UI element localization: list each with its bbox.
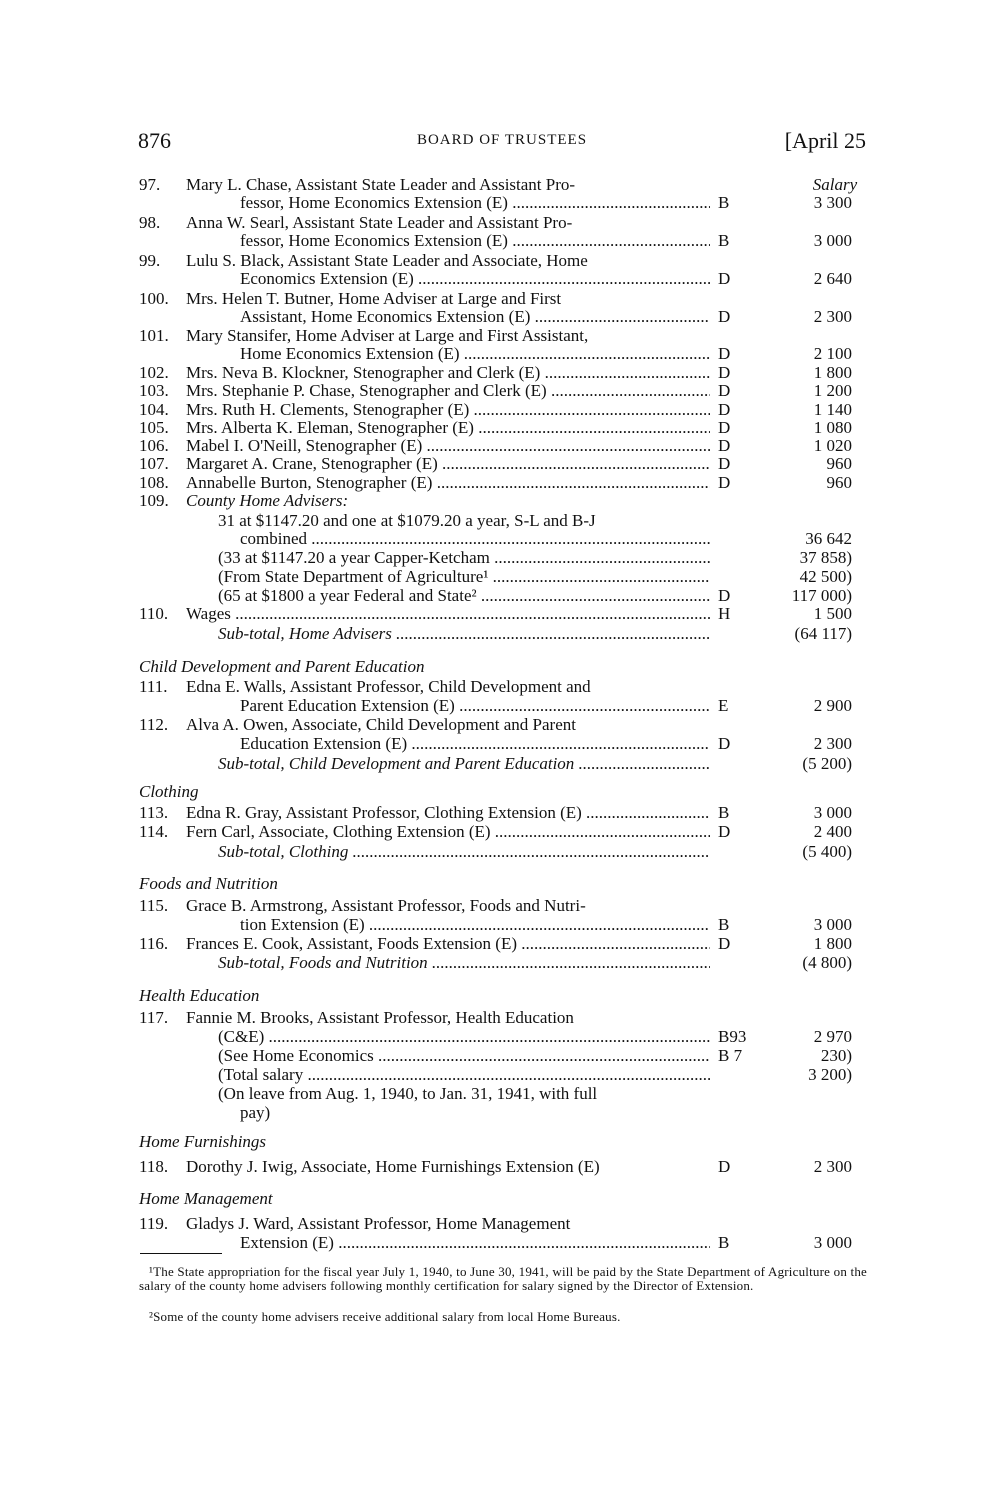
entry-text: Fern Carl, Associate, Clothing Extension (E) ..... <box>186 823 710 841</box>
salary-amount: 2 640 <box>813 269 852 288</box>
fund-code: D <box>718 436 731 455</box>
salary-amount: 960 <box>826 454 852 473</box>
salary-amount: 2 300 <box>813 307 852 326</box>
entry-text: Mrs. Helen T. Butner, Home Adviser at Large and First <box>186 290 562 308</box>
fund-code: H <box>718 604 731 623</box>
salary-amount: 960 <box>826 473 852 492</box>
entry-text: Mary Stansifer, Home Adviser at Large and First Assistant, <box>186 327 589 345</box>
fund-code: B <box>718 1233 730 1252</box>
entry-text: Wages ..... <box>186 605 710 623</box>
salary-amount: 1 200 <box>813 381 852 400</box>
subtotal-amount: (64 117) <box>794 624 852 643</box>
subtotal-label: Sub-total, Clothing ..... <box>218 843 710 861</box>
entry-text: (C&E) ..... <box>218 1028 710 1046</box>
fund-code: D <box>718 473 731 492</box>
section-heading: Foods and Nutrition <box>139 874 278 893</box>
salary-amount: 3 300 <box>813 193 852 212</box>
salary-amount: 37 858) <box>799 548 852 567</box>
fund-code: D <box>718 586 731 605</box>
entry-text: fessor, Home Economics Extension (E) ..... <box>240 232 710 250</box>
subtotal-amount: (4 800) <box>802 953 852 972</box>
salary-amount: 36 642 <box>805 529 852 548</box>
footnote-rule <box>140 1253 222 1254</box>
item-number: 99. <box>139 251 161 270</box>
salary-amount: 3 000 <box>813 803 852 822</box>
item-number: 119. <box>139 1214 169 1233</box>
entry-text: Margaret A. Crane, Stenographer (E) ..... <box>186 455 710 473</box>
item-number: 108. <box>139 473 169 492</box>
subtotal-label: Sub-total, Child Development and Parent Education ..... <box>218 755 710 773</box>
fund-code: B <box>718 231 730 250</box>
fund-code: D <box>718 734 731 753</box>
subtotal-label: Sub-total, Foods and Nutrition ..... <box>218 954 710 972</box>
page-header <box>138 128 866 158</box>
entry-text: pay) <box>240 1104 271 1122</box>
entry-text: Lulu S. Black, Assistant State Leader and Associate, Home <box>186 252 588 270</box>
salary-amount: 3 000 <box>813 231 852 250</box>
item-number: 114. <box>139 822 169 841</box>
section-heading: Health Education <box>139 986 260 1005</box>
salary-amount: 1 020 <box>813 436 852 455</box>
subtotal-amount: (5 200) <box>802 754 852 773</box>
entry-text: (33 at $1147.20 a year Capper-Ketcham ..... <box>218 549 710 567</box>
section-heading: Clothing <box>139 782 199 801</box>
entry-text: (From State Department of Agriculture¹ ..... <box>218 568 710 586</box>
item-number: 102. <box>139 363 169 382</box>
item-number: 109. <box>139 491 169 510</box>
entry-text: Frances E. Cook, Assistant, Foods Extension (E) ..... <box>186 935 710 953</box>
entry-text: Mary L. Chase, Assistant State Leader and Assistant Pro- <box>186 176 576 194</box>
item-number: 118. <box>139 1157 169 1176</box>
fund-code: B 7 <box>718 1046 743 1065</box>
salary-amount: 2 900 <box>813 696 852 715</box>
entry-text: Mrs. Stephanie P. Chase, Stenographer and Clerk (E) ..... <box>186 382 710 400</box>
item-number: 111. <box>139 677 168 696</box>
entry-text: Fannie M. Brooks, Assistant Professor, Health Education <box>186 1009 574 1027</box>
entry-text: Home Economics Extension (E) ..... <box>240 345 710 363</box>
entry-text: Dorothy J. Iwig, Associate, Home Furnishings Extension (E) <box>186 1158 600 1176</box>
fund-code: B <box>718 193 730 212</box>
entry-text: (Total salary ..... <box>218 1066 710 1084</box>
salary-amount: 2 300 <box>813 1157 852 1176</box>
subtotal-label: Sub-total, Home Advisers ..... <box>218 625 710 643</box>
salary-amount: 3 000 <box>813 915 852 934</box>
entry-text: (65 at $1800 a year Federal and State² ..... <box>218 587 710 605</box>
salary-column-heading: Salary <box>812 175 858 194</box>
fund-code: D <box>718 363 731 382</box>
salary-amount: 117 000) <box>791 586 852 605</box>
salary-amount: 42 500) <box>799 567 852 586</box>
section-heading: Home Furnishings <box>139 1132 267 1151</box>
fund-code: D <box>718 344 731 363</box>
fund-code: D <box>718 307 731 326</box>
entry-text: Anna W. Searl, Assistant State Leader and Assistant Pro- <box>186 214 573 232</box>
entry-text: Mabel I. O'Neill, Stenographer (E) ..... <box>186 437 710 455</box>
item-number: 116. <box>139 934 169 953</box>
item-number: 112. <box>139 715 169 734</box>
entry-text: Edna E. Walls, Assistant Professor, Child Development and <box>186 678 591 696</box>
entry-text: (See Home Economics ..... <box>218 1047 710 1065</box>
entry-text: Mrs. Ruth H. Clements, Stenographer (E) ..... <box>186 401 710 419</box>
salary-amount: 1 500 <box>813 604 852 623</box>
entry-text: 31 at $1147.20 and one at $1079.20 a year, S-L and B-J <box>218 512 596 530</box>
item-number: 106. <box>139 436 169 455</box>
entry-text: Assistant, Home Economics Extension (E) ..... <box>240 308 710 326</box>
entry-text: Alva A. Owen, Associate, Child Development and Parent <box>186 716 576 734</box>
fund-code: D <box>718 934 731 953</box>
item-number: 115. <box>139 896 169 915</box>
item-number: 98. <box>139 213 161 232</box>
section-heading: Home Management <box>139 1189 273 1208</box>
entry-text: County Home Advisers: <box>186 492 349 510</box>
page-number: 876 <box>138 128 171 153</box>
item-number: 104. <box>139 400 169 419</box>
item-number: 103. <box>139 381 169 400</box>
salary-amount: 2 100 <box>813 344 852 363</box>
salary-amount: 1 800 <box>813 934 852 953</box>
entry-text: (On leave from Aug. 1, 1940, to Jan. 31, 1941, with full <box>218 1085 598 1103</box>
entry-text: Mrs. Neva B. Klockner, Stenographer and Clerk (E) ..... <box>186 364 710 382</box>
item-number: 100. <box>139 289 169 308</box>
subtotal-amount: (5 400) <box>802 842 852 861</box>
entry-text: Mrs. Alberta K. Eleman, Stenographer (E) ..... <box>186 419 710 437</box>
running-title: BOARD OF TRUSTEES <box>416 132 588 148</box>
item-number: 113. <box>139 803 169 822</box>
item-number: 101. <box>139 326 169 345</box>
entry-text: Education Extension (E) ..... <box>240 735 710 753</box>
fund-code: D <box>718 381 731 400</box>
fund-code: D <box>718 269 731 288</box>
section-heading: Child Development and Parent Education <box>139 657 425 676</box>
footnote-2: ²Some of the county home advisers receive additional salary from local Home Bureaus. <box>149 1309 621 1324</box>
entry-text: Annabelle Burton, Stenographer (E) ..... <box>186 474 710 492</box>
entry-text: Grace B. Armstrong, Assistant Professor, Foods and Nutri- <box>186 897 586 915</box>
salary-amount: 3 200) <box>808 1065 852 1084</box>
fund-code: D <box>718 418 731 437</box>
fund-code: D <box>718 1157 731 1176</box>
item-number: 110. <box>139 604 169 623</box>
item-number: 107. <box>139 454 169 473</box>
running-date: [April 25 <box>784 128 866 153</box>
fund-code: B <box>718 915 730 934</box>
entry-text: Parent Education Extension (E) ..... <box>240 697 710 715</box>
salary-amount: 1 080 <box>813 418 852 437</box>
salary-amount: 2 300 <box>813 734 852 753</box>
salary-amount: 1 140 <box>813 400 852 419</box>
entry-text: Edna R. Gray, Assistant Professor, Clothing Extension (E) ..... <box>186 804 710 822</box>
fund-code: E <box>718 696 729 715</box>
entry-text: Economics Extension (E) ..... <box>240 270 710 288</box>
entry-text: combined ..... <box>240 530 710 548</box>
entry-text: tion Extension (E) ..... <box>240 916 710 934</box>
salary-amount: 3 000 <box>813 1233 852 1252</box>
salary-amount: 2 970 <box>813 1027 852 1046</box>
salary-amount: 230) <box>820 1046 852 1065</box>
entry-text: Extension (E) ..... <box>240 1234 710 1252</box>
fund-code: D <box>718 400 731 419</box>
fund-code: B <box>718 803 730 822</box>
fund-code: D <box>718 822 731 841</box>
entry-text: Gladys J. Ward, Assistant Professor, Home Management <box>186 1215 571 1233</box>
fund-code: B93 <box>718 1027 747 1046</box>
footnote-1: ¹The State appropriation for the fiscal year July 1, 1940, to June 30, 1941, will be paid by the State Department of Agriculture on the salary of the county home advisers following monthly certification for salary signed by the Director of Extension. <box>139 1264 867 1293</box>
item-number: 97. <box>139 175 161 194</box>
item-number: 105. <box>139 418 169 437</box>
entry-text: fessor, Home Economics Extension (E) ..... <box>240 194 710 212</box>
salary-amount: 1 800 <box>813 363 852 382</box>
salary-amount: 2 400 <box>813 822 852 841</box>
item-number: 117. <box>139 1008 169 1027</box>
fund-code: D <box>718 454 731 473</box>
